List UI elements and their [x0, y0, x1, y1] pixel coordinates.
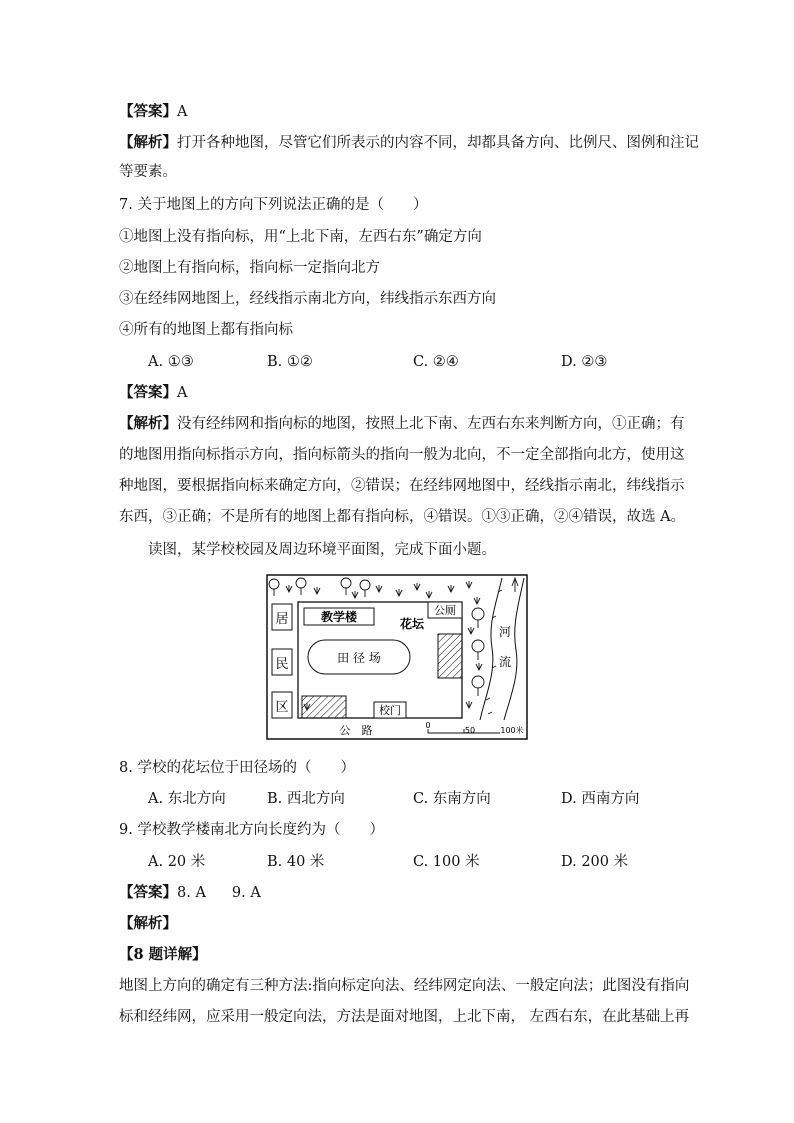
- q7-analysis-line: [119, 414, 685, 434]
- q7-statement-1: ①地图上没有指向标，用“上北下南，左西右东”确定方向: [119, 229, 482, 245]
- road-label: 公 路: [339, 724, 373, 737]
- answer-8: 8. A: [177, 885, 206, 901]
- analysis-text: 没有经纬网和指向标的地图，按照上北下南、左西右东来判断方向，①正确；有: [177, 416, 685, 432]
- flower-bed-label: 花坛: [399, 617, 425, 631]
- answer-tag: 【答案】: [119, 384, 177, 401]
- hatched-area-southwest: [302, 696, 346, 718]
- scale-label-0: 0: [425, 721, 431, 730]
- teaching-building-label: 教学楼: [320, 610, 358, 624]
- q7-option-b: B. ①②: [267, 354, 313, 370]
- residential-char-3: 区: [275, 700, 289, 715]
- q8-9-answer-line: [119, 883, 261, 903]
- reading-intro: 读图，某学校校园及周边环境平面图，完成下面小题。: [148, 542, 496, 558]
- q7-analysis-line-4: 东西，③正确；不是所有的地图上都有指向标，④错误。①③正确，②④错误，故选 A。: [119, 509, 686, 525]
- q7-answer-line: [119, 383, 187, 403]
- answer-value: A: [177, 385, 188, 401]
- answer-tag: 【答案】: [119, 884, 177, 901]
- q8-detail-tag: 【8 题详解】: [119, 946, 207, 963]
- analysis-continuation: 等要素。: [119, 164, 177, 180]
- analysis-text: 打开各种地图，尽管它们所表示的内容不同，却都具备方向、比例尺、图例和注记: [177, 135, 699, 151]
- q7-option-a: A. ①③: [148, 354, 194, 370]
- scale-label-50: 50: [464, 726, 476, 735]
- q7-statement-2: ②地图上有指向标，指向标一定指向北方: [119, 260, 380, 276]
- q9-option-a: A. 20 米: [148, 854, 206, 870]
- q9-option-d: D. 200 米: [561, 854, 629, 870]
- scale-label-100: 100米: [500, 726, 524, 735]
- q8-detail-line-2: 标和经纬网，应采用一般定向法，方法是面对地图，上北下南， 左西右东，在此基础上再: [119, 1009, 690, 1025]
- answer-value: A: [177, 104, 188, 120]
- q8-stem: 8. 学校的花坛位于田径场的（ ）: [119, 760, 355, 776]
- analysis-line: [119, 133, 699, 153]
- q9-stem: 9. 学校教学楼南北方向长度约为（ ）: [119, 822, 384, 838]
- analysis-tag: 【解析】: [119, 415, 177, 432]
- q8-option-d: D. 西南方向: [561, 791, 640, 807]
- answer-line: [119, 102, 187, 122]
- campus-map: [266, 574, 528, 740]
- river-char-1: 河: [498, 625, 512, 639]
- q8-detail-line-1: 地图上方向的确定有三种方法:指向标定向法、经纬网定向法、一般定向法；此图没有指向: [119, 978, 690, 994]
- q7-analysis-line-3: 种地图，要根据指向标来确定方向，②错误；在经纬网地图中，经线指示南北，纬线指示: [119, 478, 685, 494]
- q8-9-analysis-tag: 【解析】: [119, 915, 177, 932]
- q9-option-c: C. 100 米: [413, 854, 480, 870]
- track-field-label: 田 径 场: [337, 651, 381, 665]
- q7-stem: 7. 关于地图上的方向下列说法正确的是（ ）: [119, 197, 428, 213]
- q7-statement-3: ③在经纬网地图上，经线指示南北方向，纬线指示东西方向: [119, 291, 496, 307]
- residential-area: [272, 604, 292, 718]
- residential-char-2: 民: [275, 657, 289, 672]
- q7-statement-4: ④所有的地图上都有指向标: [119, 322, 293, 338]
- answer-9: 9. A: [231, 885, 261, 901]
- toilet-label: 公厕: [434, 604, 456, 617]
- q8-option-c: C. 东南方向: [413, 791, 491, 807]
- q9-option-b: B. 40 米: [267, 854, 325, 870]
- q7-option-d: D. ②③: [561, 354, 608, 370]
- residential-char-1: 居: [275, 612, 289, 627]
- q7-option-c: C. ②④: [413, 354, 459, 370]
- school-gate-label: 校门: [379, 704, 401, 717]
- analysis-tag: 【解析】: [119, 134, 177, 151]
- q8-option-b: B. 西北方向: [267, 791, 345, 807]
- q8-option-a: A. 东北方向: [148, 791, 226, 807]
- hatched-area-east: [438, 634, 462, 678]
- river-char-2: 流: [498, 655, 512, 669]
- answer-tag: 【答案】: [119, 103, 177, 120]
- q7-analysis-line-2: 的地图用指向标指示方向，指向标箭头的指向一般为北向，不一定全部指向北方，使用这: [119, 447, 685, 463]
